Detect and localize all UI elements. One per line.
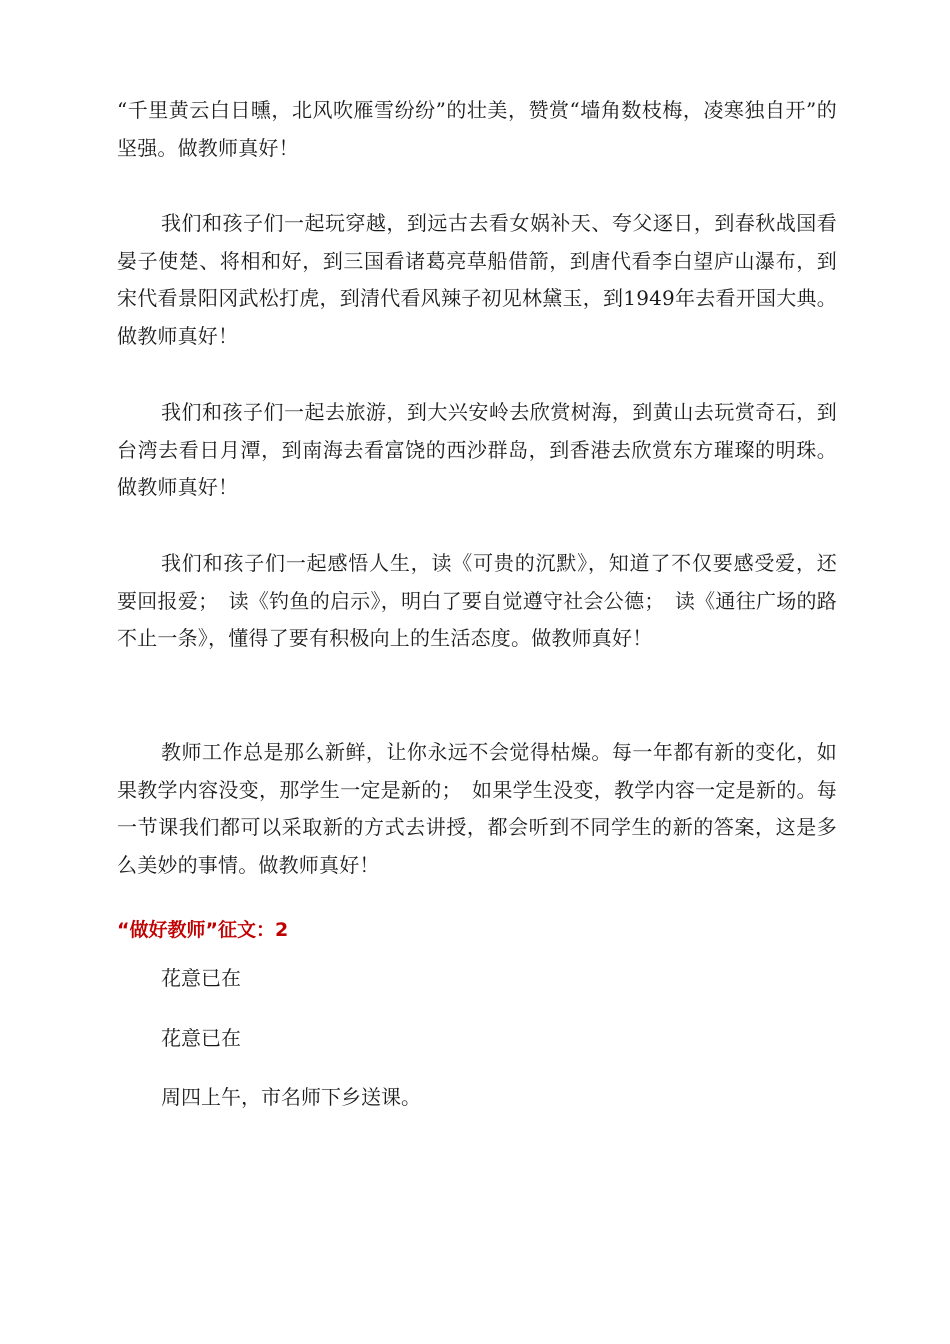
short-line-3: 周四上午，市名师下乡送课。 bbox=[161, 1085, 421, 1109]
section-heading: “做好教师”征文：2 bbox=[117, 919, 289, 941]
paragraph-5: 教师工作总是那么新鲜，让你永远不会觉得枯燥。每一年都有新的变化，如果教学内容没变，那学生一定是新的； 如果学生没变，教学内容一定是新的。每一节课我们都可以采取新的方式去讲授，都会听到不同学生的新的答案，这是多么美妙的事情。做教师真好！ bbox=[117, 740, 837, 877]
short-line-1: 花意已在 bbox=[161, 966, 241, 990]
paragraph-1: “千里黄云白日曛，北风吹雁雪纷纷”的壮美，赞赏“墙角数枝梅，凌寒独自开”的坚强。做教师真好！ bbox=[117, 98, 837, 160]
paragraph-2: 我们和孩子们一起玩穿越，到远古去看女娲补天、夸父逐日，到春秋战国看晏子使楚、将相和好，到三国看诸葛亮草船借箭，到唐代看李白望庐山瀑布，到宋代看景阳冈武松打虎，到清代看风辣子初见林黛玉，到1949年去看开国大典。做教师真好！ bbox=[117, 211, 837, 348]
paragraph-4: 我们和孩子们一起感悟人生，读《可贵的沉默》，知道了不仅要感受爱，还要回报爱； 读《钓鱼的启示》，明白了要自觉遵守社会公德； 读《通往广场的路不止一条》，懂得了要有积极向上的生活态度。做教师真好！ bbox=[117, 551, 837, 650]
paragraph-3: 我们和孩子们一起去旅游，到大兴安岭去欣赏树海，到黄山去玩赏奇石，到台湾去看日月潭，到南海去看富饶的西沙群岛，到香港去欣赏东方璀璨的明珠。做教师真好！ bbox=[117, 400, 837, 499]
short-line-2: 花意已在 bbox=[161, 1026, 241, 1050]
